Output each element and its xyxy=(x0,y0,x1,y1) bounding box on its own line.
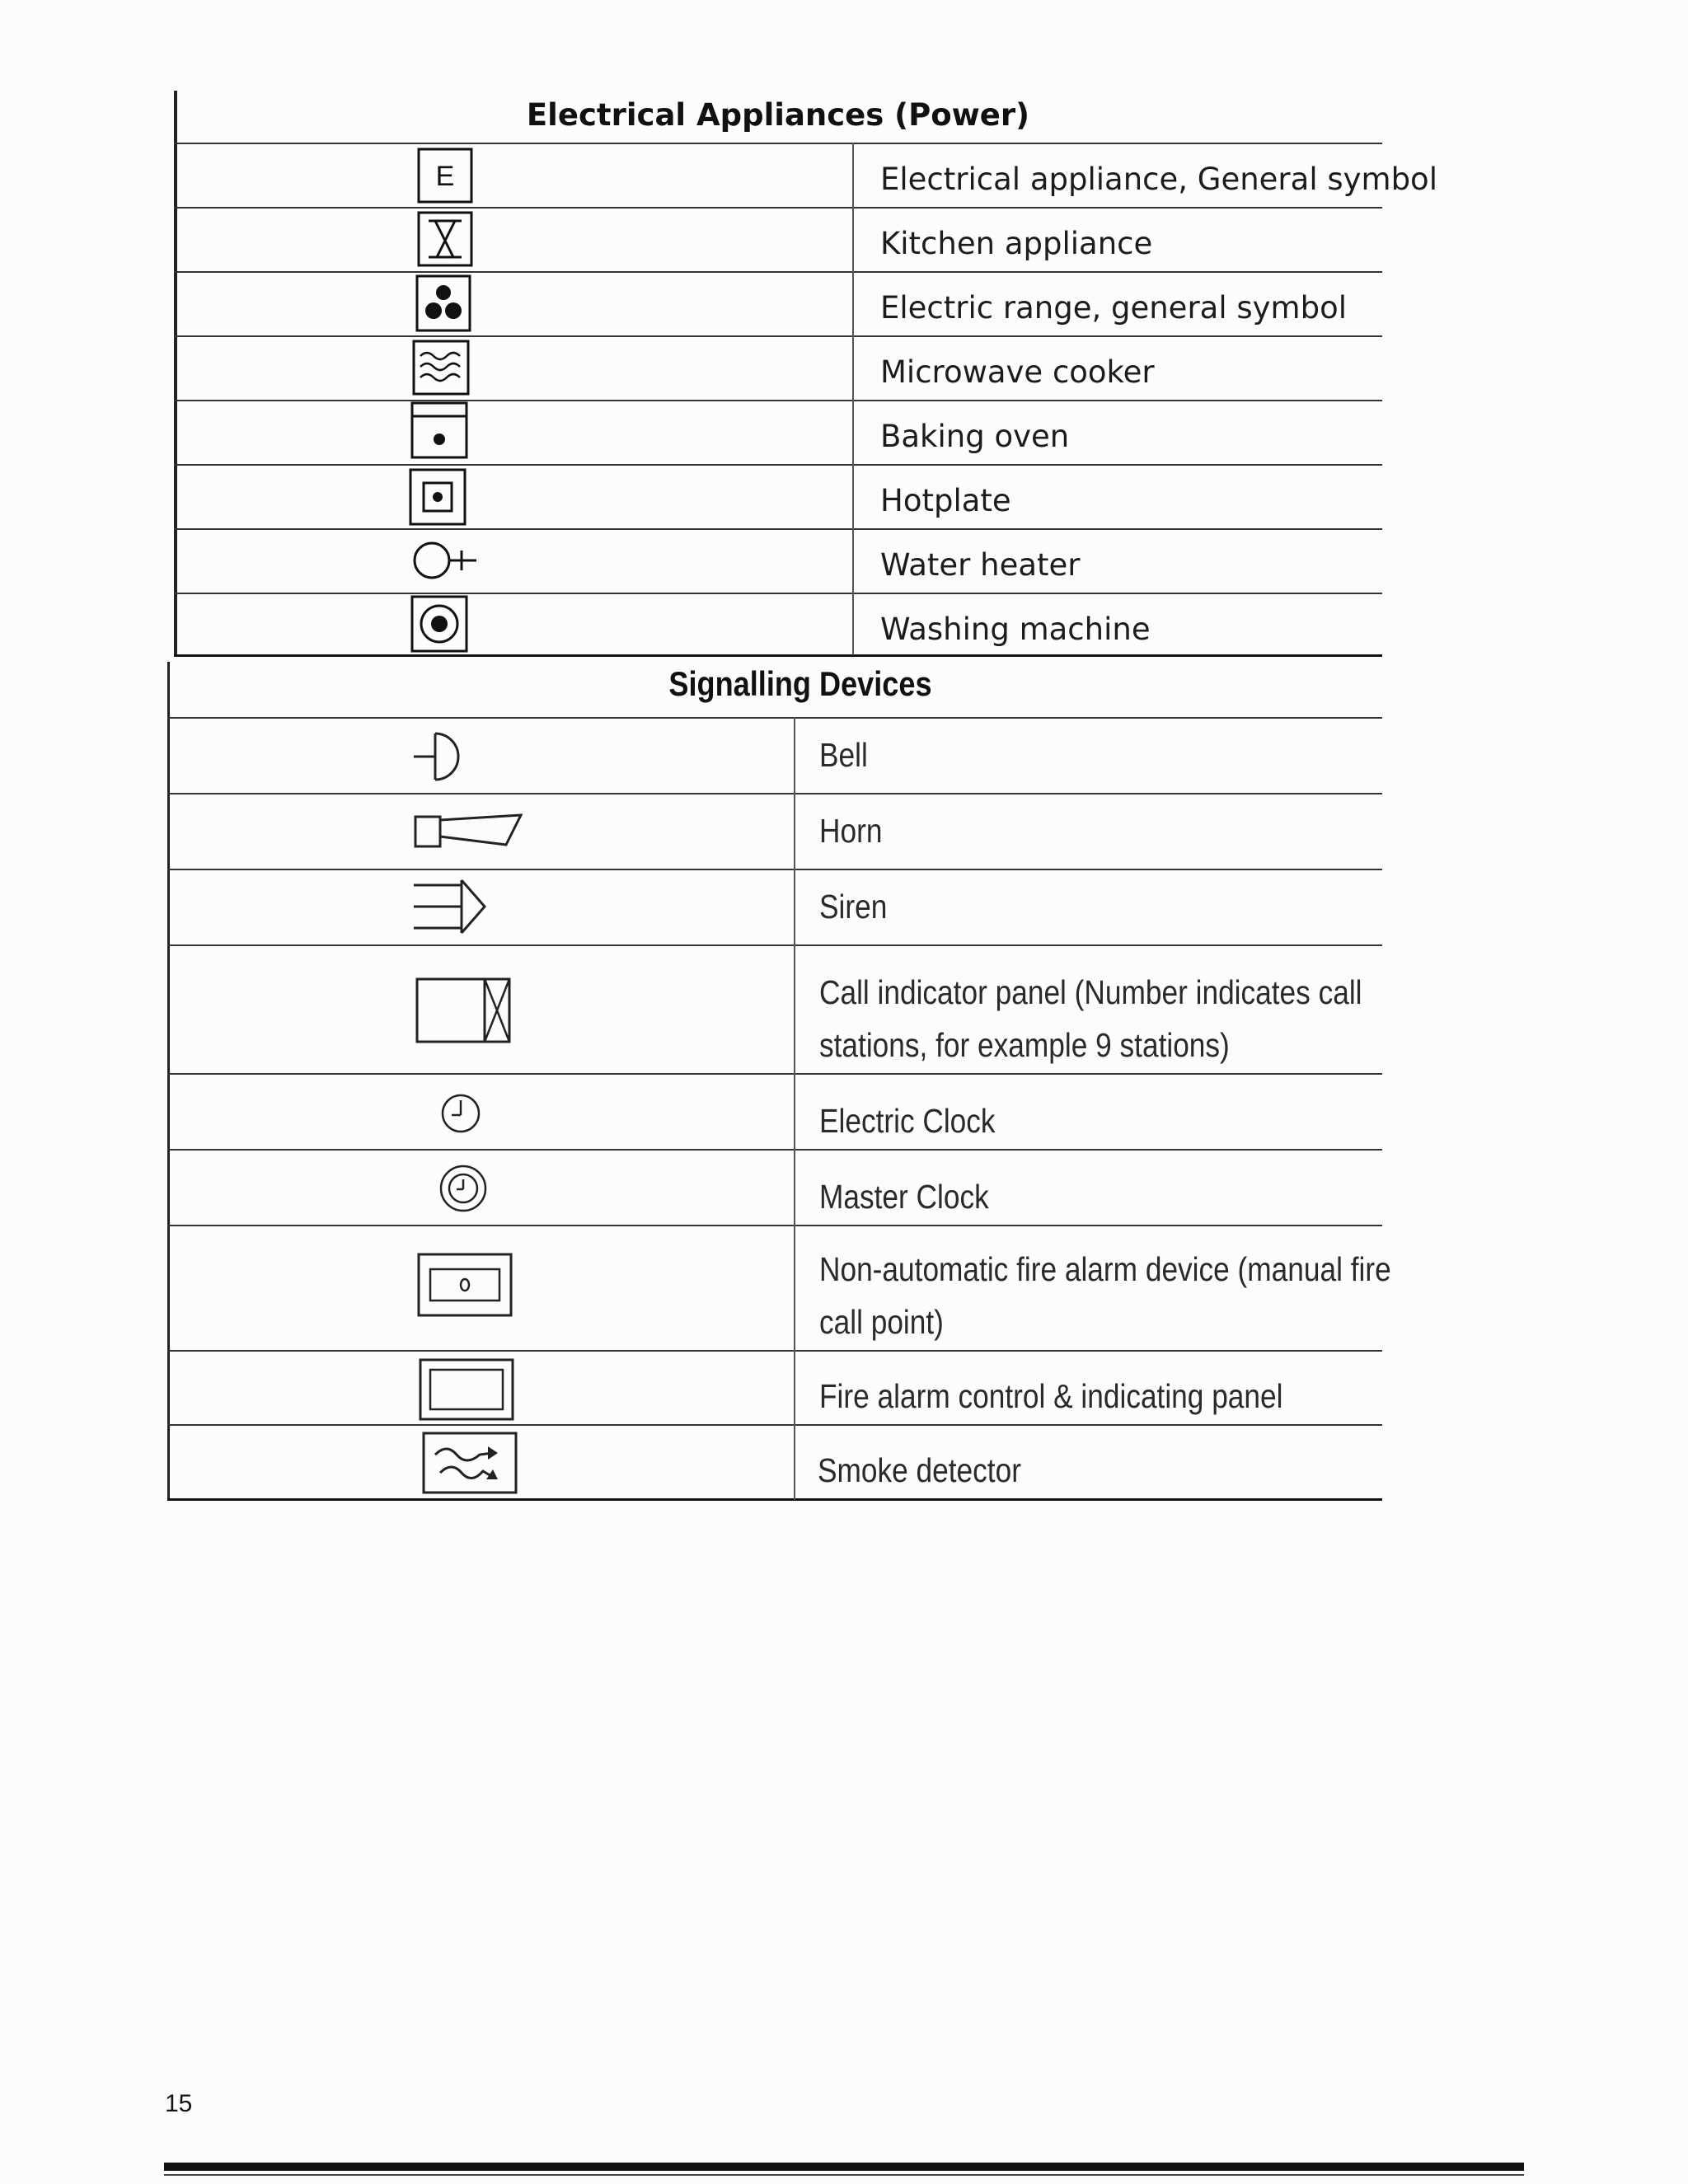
row-label: Call indicator panel (Number indicates call stations, for example 9 stations) xyxy=(819,973,1362,1064)
divider xyxy=(167,1073,1382,1075)
horn-icon xyxy=(414,812,523,851)
electric-range-icon xyxy=(415,274,473,334)
microwave-icon xyxy=(412,340,471,397)
row-label: Electrical appliance, General symbol xyxy=(880,162,1437,197)
appliances-heading: Electrical Appliances (Power) xyxy=(526,97,1030,133)
column-divider xyxy=(852,143,854,655)
divider xyxy=(174,654,1382,657)
fire-alarm-panel-icon xyxy=(419,1358,516,1422)
divider xyxy=(167,869,1382,870)
square-e-icon xyxy=(417,148,475,204)
divider xyxy=(167,1350,1382,1352)
divider xyxy=(167,717,1382,719)
manual-fire-alarm-icon xyxy=(417,1253,514,1319)
divider xyxy=(167,793,1382,794)
row-label: Water heater xyxy=(880,547,1081,583)
water-heater-icon xyxy=(412,537,480,583)
call-indicator-panel-icon xyxy=(415,977,513,1043)
divider xyxy=(174,207,1382,209)
divider xyxy=(167,1424,1382,1426)
row-label: Non-automatic fire alarm device (manual fire call point) xyxy=(819,1250,1391,1341)
divider xyxy=(174,593,1382,594)
footer-rule-thin xyxy=(164,2174,1524,2176)
hotplate-icon xyxy=(409,468,468,527)
smoke-detector-icon xyxy=(422,1432,519,1496)
row-label: Siren xyxy=(819,888,888,926)
divider xyxy=(174,271,1382,273)
table-left-border xyxy=(167,662,170,1501)
divider xyxy=(174,335,1382,337)
row-label: Horn xyxy=(819,812,883,850)
row-label: Electric Clock xyxy=(819,1102,996,1140)
divider xyxy=(167,944,1382,946)
row-label: Fire alarm control & indicating panel xyxy=(819,1377,1283,1415)
row-label: Master Clock xyxy=(819,1178,989,1216)
divider xyxy=(167,1498,1382,1501)
divider xyxy=(174,528,1382,530)
row-label: Smoke detector xyxy=(818,1451,1021,1489)
row-label: Washing machine xyxy=(880,612,1151,647)
divider xyxy=(174,464,1382,466)
page-number: 15 xyxy=(165,2090,193,2117)
row-label: Hotplate xyxy=(880,483,1011,518)
divider xyxy=(174,400,1382,401)
baking-oven-icon xyxy=(410,401,470,461)
row-label: Kitchen appliance xyxy=(880,226,1153,261)
electric-clock-icon xyxy=(440,1090,481,1137)
row-label: Electric range, general symbol xyxy=(880,290,1347,326)
row-label: Bell xyxy=(819,736,868,774)
row-label: Microwave cooker xyxy=(880,354,1155,390)
divider xyxy=(167,1149,1382,1151)
table-left-border xyxy=(174,91,177,656)
column-divider xyxy=(794,717,795,1500)
divider xyxy=(167,1225,1382,1226)
footer-rule xyxy=(164,2163,1524,2171)
divider xyxy=(174,143,1382,144)
kitchen-appliance-icon xyxy=(417,211,475,269)
master-clock-icon xyxy=(438,1160,488,1217)
row-label: Baking oven xyxy=(880,419,1070,454)
washing-machine-icon xyxy=(410,595,470,654)
symbol-letter: E xyxy=(435,161,455,192)
bell-icon xyxy=(412,730,465,783)
siren-icon xyxy=(412,877,488,935)
signalling-heading: Signalling Devices xyxy=(668,664,932,703)
